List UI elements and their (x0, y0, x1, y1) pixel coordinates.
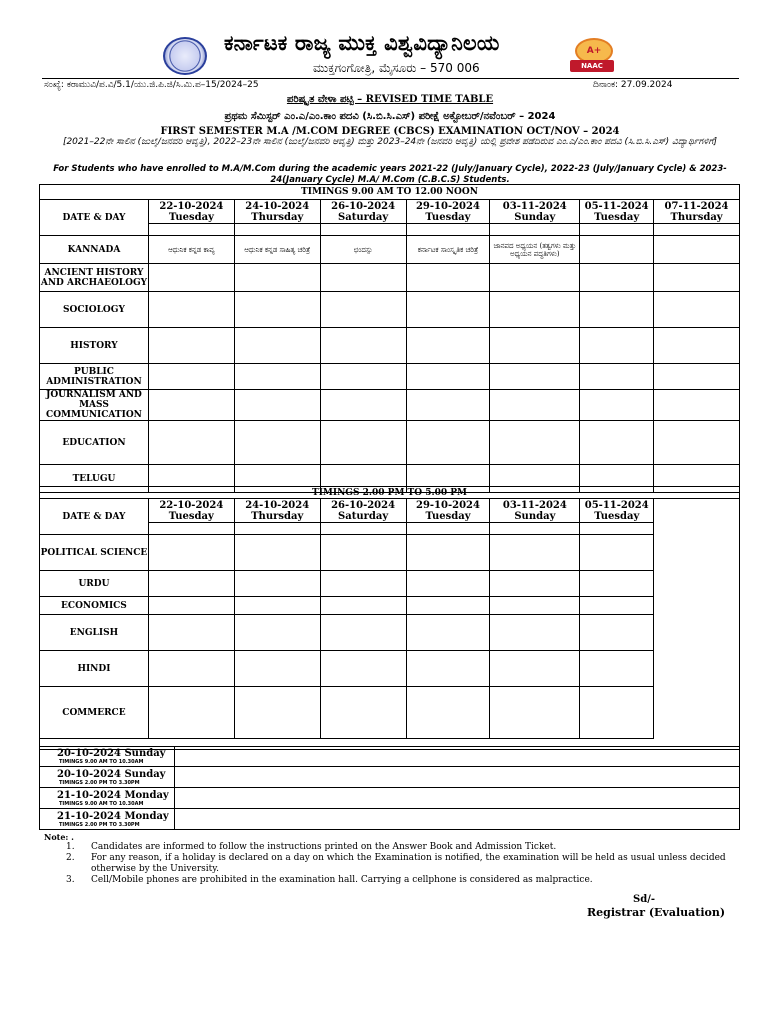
afternoon-timetable (39, 486, 740, 750)
empty-cell (148, 364, 234, 390)
empty-cell (320, 535, 406, 571)
date-day-header: DATE & DAY (40, 499, 149, 535)
paper-cell (580, 236, 654, 264)
exam-day: Tuesday (168, 510, 214, 522)
empty-cell (148, 571, 234, 597)
university-emblem-logo (163, 37, 207, 75)
university-address: ಮುಕ್ತಗಂಗೋತ್ರಿ, ಮೈಸೂರು – 570 006 (313, 61, 480, 75)
subject-education: EDUCATION (40, 421, 149, 465)
exam-date-header (234, 499, 320, 523)
subject-sociology: SOCIOLOGY (40, 292, 149, 328)
subject-political-science: POLITICAL SCIENCE (40, 535, 149, 571)
notes-list (66, 842, 726, 886)
header-divider (42, 78, 739, 79)
exam-day: Thursday (251, 211, 304, 223)
empty-cell (406, 535, 490, 571)
empty-cell (490, 328, 580, 364)
issue-date: ದಿನಾಂಕ: 27.09.2024 (593, 80, 673, 90)
afternoon-timing: TIMINGS 2.00 PM TO 5.00 PM (40, 487, 740, 499)
subject-economics: ECONOMICS (40, 597, 149, 615)
empty-cell (406, 615, 490, 651)
exam-date-header (406, 200, 490, 224)
empty-cell (580, 421, 654, 465)
empty-cell (234, 523, 320, 535)
empty-cell (406, 651, 490, 687)
empty-cell (580, 535, 654, 571)
empty-cell (490, 421, 580, 465)
subject-journalism: JOURNALISM AND MASS COMMUNICATION (40, 390, 149, 421)
empty-cell (490, 571, 580, 597)
morning-timing: TIMINGS 9.00 AM TO 12.00 NOON (40, 185, 740, 200)
empty-cell (148, 224, 234, 236)
empty-cell (490, 651, 580, 687)
empty-cell (406, 364, 490, 390)
exam-day: Sunday (514, 211, 556, 223)
empty-cell (490, 264, 580, 292)
exam-day: Tuesday (425, 510, 471, 522)
exam-date-header (148, 499, 234, 523)
paper-cell: ಆಧುನಿಕ ಕನ್ನಡ ಸಾಹಿತ್ಯ ಚರಿತ್ರೆ (234, 236, 320, 264)
empty-cell (320, 364, 406, 390)
paper-cell: ಆಧುನಿಕ ಕನ್ನಡ ಕಾವ್ಯ (148, 236, 234, 264)
empty-cell (406, 390, 490, 421)
exam-date: 03-11-2024 (502, 499, 567, 511)
subject-public-administration: PUBLIC ADMINISTRATION (40, 364, 149, 390)
empty-cell (406, 523, 490, 535)
empty-cell (580, 292, 654, 328)
empty-cell (320, 264, 406, 292)
subject-telugu: TELUGU (40, 465, 149, 493)
empty-cell (148, 597, 234, 615)
exam-date: 05-11-2024 (584, 499, 649, 511)
subject-history: HISTORY (40, 328, 149, 364)
note-item: 3. Cell/Mobile phones are prohibited in the examination hall. Carrying a cellphone is considered as malpractice. (66, 875, 593, 885)
english-cycles-note: For Students who have enrolled to M.A/M.Com during the academic years 2021-22 (July/January Cycle), 2022-23 (July/January Cycle) & 2023-24(January Cycle) M.A/ M.Com (C.B.C.S) Students. (53, 164, 727, 185)
empty-cell (406, 264, 490, 292)
empty-cell (320, 523, 406, 535)
exam-day: Tuesday (594, 211, 640, 223)
exam-date-header (234, 200, 320, 224)
note-item: 1. Candidates are informed to follow the instructions printed on the Answer Book and Admission Ticket. (66, 842, 557, 852)
empty-cell (148, 390, 234, 421)
empty-cell (234, 535, 320, 571)
exam-date-header (654, 200, 740, 224)
empty-cell (406, 687, 490, 739)
empty-cell (234, 687, 320, 739)
special-day: 21-10-2024 Monday TIMINGS 9.00 AM TO 10.30AM (40, 788, 175, 809)
exam-day: Tuesday (425, 211, 471, 223)
exam-date-header (320, 499, 406, 523)
exam-date-header (320, 200, 406, 224)
empty-cell (148, 328, 234, 364)
empty-cell (234, 615, 320, 651)
subject-ancient-history: ANCIENT HISTORY AND ARCHAEOLOGY (40, 264, 149, 292)
exam-date-header (490, 499, 580, 523)
empty-cell (234, 571, 320, 597)
exam-date: 03-11-2024 (502, 200, 567, 212)
empty-cell (148, 292, 234, 328)
empty-cell (580, 687, 654, 739)
exam-date: 24-10-2024 (245, 200, 310, 212)
exam-date-header (490, 200, 580, 224)
empty-cell (320, 421, 406, 465)
empty-cell (234, 390, 320, 421)
empty-cell (654, 328, 740, 364)
exam-date-header (406, 499, 490, 523)
empty-cell (580, 651, 654, 687)
empty-cell (490, 687, 580, 739)
subject-commerce: COMMERCE (40, 687, 149, 739)
empty-cell (320, 571, 406, 597)
empty-cell (234, 364, 320, 390)
special-day: 20-10-2024 Sunday TIMINGS 2.00 PM TO 3.30PM (40, 767, 175, 788)
empty-cell (580, 571, 654, 597)
note-item: 2. For any reason, if a holiday is declared on a day on which the Examination is notified, the examination will be held as usual unless decided otherwise by the University. (66, 853, 726, 874)
paper-cell: ಕರ್ನಾಟಕ ಸಾಂಸ್ಕೃತಿಕ ಚರಿತ್ರೆ (406, 236, 490, 264)
empty-cell (490, 364, 580, 390)
exam-day: Thursday (670, 211, 723, 223)
empty-cell (148, 615, 234, 651)
empty-cell (148, 687, 234, 739)
exam-date: 24-10-2024 (245, 499, 310, 511)
empty-cell (490, 292, 580, 328)
signature-sd: Sd/- (633, 894, 656, 905)
empty-cell (490, 224, 580, 236)
empty-cell (320, 328, 406, 364)
naac-logo (567, 38, 617, 74)
empty-cell (490, 597, 580, 615)
empty-cell (320, 615, 406, 651)
empty-cell (148, 523, 234, 535)
empty-cell (490, 523, 580, 535)
naac-label: NAAC (570, 60, 614, 72)
exam-day: Sunday (514, 510, 556, 522)
empty-cell (234, 292, 320, 328)
kannada-cycles-note: [2021–22ನೇ ಸಾಲಿನ (ಜುಲೈ/ಜನವರಿ ಆವೃತ್ತಿ), 2022–23ನೇ ಸಾಲಿನ (ಜುಲೈ/ಜನವರಿ ಆವೃತ್ತಿ) ಮತ್ತು 2023–24ನೇ (ಜನವರಿ ಆವೃತ್ತಿ) ಯಲ್ಲಿ ಪ್ರವೇಶ ಪಡೆದಿರುವ ಎಂ.ಎ/ಎಂ.ಕಾಂ ಪದವಿ (ಸಿ.ಬಿ.ಸಿ.ಎಸ್) ವಿದ್ಯಾರ್ಥಿಗಳಿಗೆ] (62, 137, 718, 147)
exam-day: Saturday (338, 510, 389, 522)
empty-cell (654, 292, 740, 328)
revised-title: ಪರಿಷ್ಕೃತ ವೇಳಾ ಪಟ್ಟಿ – REVISED TIME TABLE (286, 94, 494, 105)
empty-cell (654, 364, 740, 390)
empty-cell (654, 264, 740, 292)
subject-hindi: HINDI (40, 651, 149, 687)
empty-cell (406, 597, 490, 615)
subject-english: ENGLISH (40, 615, 149, 651)
empty-cell (580, 264, 654, 292)
paper-cell: ಛಂದಸ್ಸು (320, 236, 406, 264)
subject-kannada: KANNADA (40, 236, 149, 264)
exam-day: Tuesday (168, 211, 214, 223)
exam-date: 22-10-2024 (159, 200, 224, 212)
exam-date: 29-10-2024 (415, 499, 480, 511)
kannada-exam-title: ಪ್ರಥಮ ಸೆಮಿಸ್ಟರ್ ಎಂ.ಎ/ಎಂ.ಕಾಂ ಪದವಿ (ಸಿ.ಬಿ.ಸಿ.ಎಸ್) ಪರೀಕ್ಷೆ ಅಕ್ಟೋಬರ್/ನವೆಂಬರ್ – 2024 (224, 111, 556, 122)
empty-cell (580, 364, 654, 390)
empty-cell (580, 523, 654, 535)
empty-cell (490, 615, 580, 651)
empty-cell (406, 421, 490, 465)
empty-cell (148, 264, 234, 292)
reference-number: ಸಂಖ್ಯೆ: ಕರಾಮುವಿ/ಪ.ವಿ/5.1/ಯು.ಜಿ.ಪಿ.ಜಿ/ಸಿ.ಮಿ.ಪ–15/2024–25 (44, 80, 259, 90)
morning-timetable (39, 184, 740, 493)
empty-cell (406, 571, 490, 597)
university-name: ಕರ್ನಾಟಕ ರಾಜ್ಯ ಮುಕ್ತ ವಿಶ್ವವಿದ್ಯಾನಿಲಯ (224, 31, 500, 55)
empty-cell (148, 651, 234, 687)
exam-date: 05-11-2024 (584, 200, 649, 212)
empty-cell (490, 390, 580, 421)
empty-cell (406, 328, 490, 364)
empty-cell (406, 224, 490, 236)
empty-cell (320, 687, 406, 739)
empty-cell (148, 535, 234, 571)
english-exam-title: FIRST SEMESTER M.A /M.COM DEGREE (CBCS) EXAMINATION OCT/NOV – 2024 (160, 126, 620, 137)
blank-column (654, 499, 740, 750)
empty-cell (320, 597, 406, 615)
exam-date-header (148, 200, 234, 224)
empty-cell (234, 264, 320, 292)
empty-cell (234, 224, 320, 236)
special-day: 20-10-2024 Sunday TIMINGS 9.00 AM TO 10.30AM (40, 747, 175, 767)
empty-cell (654, 421, 740, 465)
exam-day: Thursday (251, 510, 304, 522)
exam-date-header (580, 499, 654, 523)
exam-date: 22-10-2024 (159, 499, 224, 511)
empty-cell (580, 597, 654, 615)
signatory-title: Registrar (Evaluation) (587, 906, 726, 919)
paper-cell (654, 236, 740, 264)
exam-day: Tuesday (594, 510, 640, 522)
empty-cell (320, 292, 406, 328)
empty-cell (320, 390, 406, 421)
empty-cell (580, 328, 654, 364)
empty-cell (320, 651, 406, 687)
date-day-header: DATE & DAY (40, 200, 149, 236)
notes-label: Note: . (44, 832, 74, 842)
special-days-table (39, 746, 740, 830)
naac-grade: A+ (575, 38, 613, 64)
special-day: 21-10-2024 Monday TIMINGS 2.00 PM TO 3.30PM (40, 809, 175, 830)
empty-cell (234, 597, 320, 615)
empty-cell (654, 390, 740, 421)
exam-date: 26-10-2024 (331, 499, 396, 511)
empty-cell (580, 390, 654, 421)
exam-date: 26-10-2024 (331, 200, 396, 212)
exam-day: Saturday (338, 211, 389, 223)
empty-cell (234, 421, 320, 465)
empty-cell (148, 421, 234, 465)
empty-cell (406, 292, 490, 328)
exam-date: 07-11-2024 (664, 200, 729, 212)
paper-cell: ಜಾನಪದ ಅಧ್ಯಯನ (ತತ್ವಗಳು ಮತ್ತು ಅಧ್ಯಯನ ಪದ್ಧತಿಗಳು) (490, 236, 580, 264)
exam-date-header (580, 200, 654, 224)
empty-cell (320, 224, 406, 236)
empty-cell (490, 535, 580, 571)
exam-date: 29-10-2024 (415, 200, 480, 212)
empty-cell (234, 651, 320, 687)
empty-cell (234, 328, 320, 364)
empty-cell (654, 224, 740, 236)
subject-urdu: URDU (40, 571, 149, 597)
empty-cell (580, 615, 654, 651)
empty-cell (580, 224, 654, 236)
